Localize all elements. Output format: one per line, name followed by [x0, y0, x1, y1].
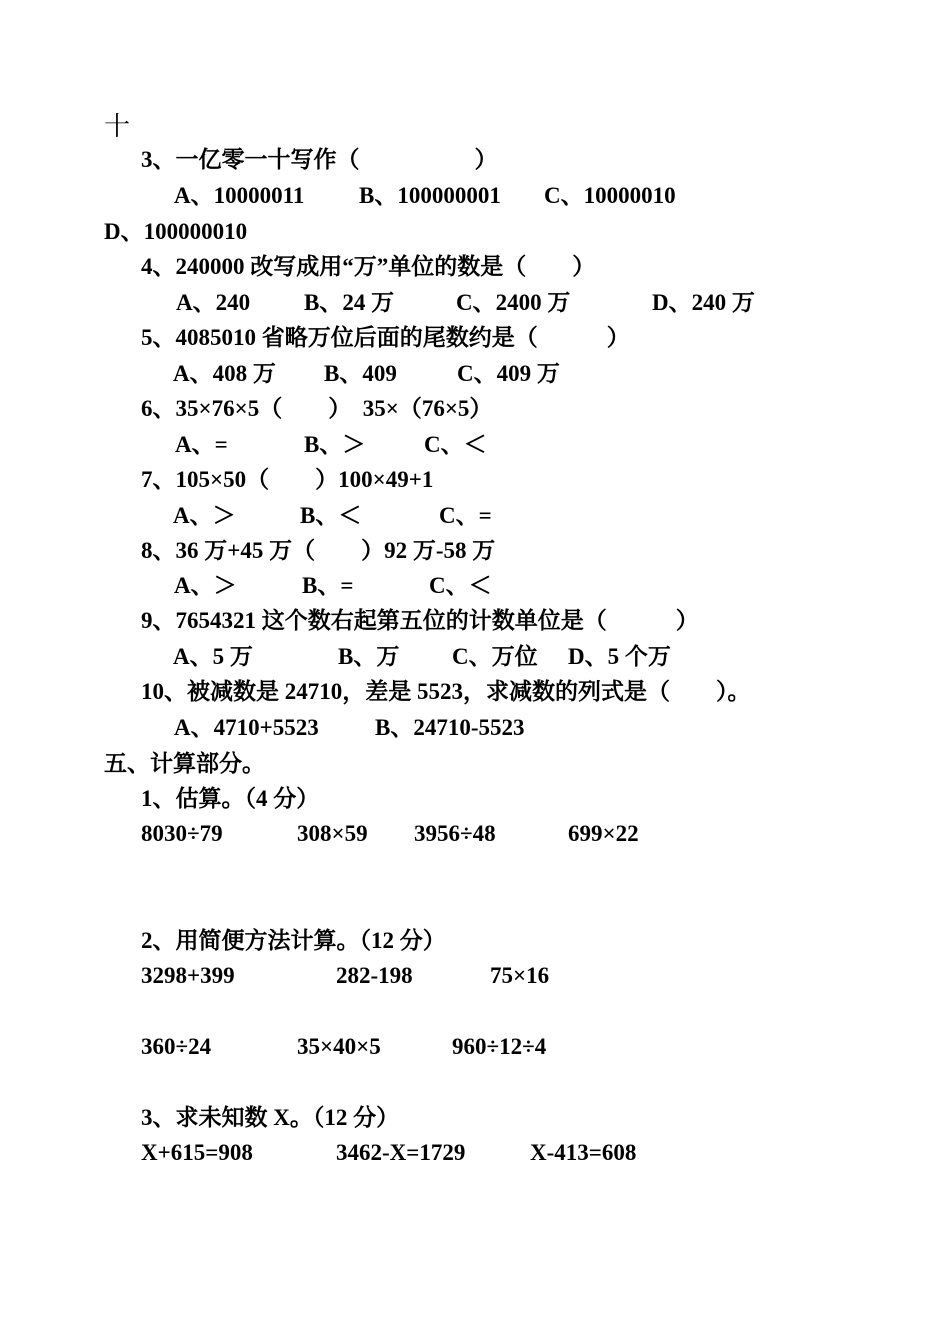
q4-option-b: B、24 万	[304, 290, 395, 315]
section-5-title: 五、计算部分。	[104, 751, 265, 776]
q9-option-b: B、万	[338, 644, 400, 669]
part-1-title: 1、估算。（4 分）	[141, 786, 320, 811]
estimate-item-2: 308×59	[297, 821, 368, 846]
q4-option-c: C、2400 万	[456, 290, 571, 315]
top-fragment: 十	[104, 112, 131, 141]
q10-option-b: B、24710-5523	[375, 715, 525, 740]
q9-stem: 9、7654321 这个数右起第五位的计数单位是（ ）	[141, 608, 699, 633]
q6-stem: 6、35×76×5（ ） 35×（76×5）	[141, 396, 493, 421]
q10-stem: 10、被减数是 24710，差是 5523，求减数的列式是（ ）。	[141, 679, 751, 704]
q3-stem: 3、一亿零一十写作（ ）	[141, 147, 498, 172]
equation-1: X+615=908	[141, 1140, 253, 1165]
q5-option-a: A、408 万	[173, 361, 276, 386]
q8-option-b: B、=	[302, 573, 354, 598]
simplify-item-2: 282-198	[336, 963, 413, 988]
estimate-item-3: 3956÷48	[414, 821, 496, 846]
q8-stem: 8、36 万+45 万（ ）92 万-58 万	[141, 538, 496, 563]
q6-option-b: B、＞	[304, 432, 366, 457]
estimate-item-4: 699×22	[568, 821, 639, 846]
q3-option-b: B、100000001	[359, 183, 501, 208]
q6-option-c: C、＜	[424, 432, 487, 457]
q7-option-b: B、＜	[300, 503, 362, 528]
q4-stem: 4、240000 改写成用“万”单位的数是（ ）	[141, 254, 596, 279]
q8-option-a: A、＞	[174, 573, 237, 598]
q4-option-d: D、240 万	[652, 290, 755, 315]
q9-option-a: A、5 万	[173, 644, 253, 669]
simplify-item-4: 360÷24	[141, 1034, 212, 1059]
part-2-title: 2、用简便方法计算。（12 分）	[141, 928, 446, 953]
q3-option-a: A、10000011	[174, 183, 305, 208]
q9-option-c: C、万位	[452, 644, 538, 669]
q3-option-d: D、100000010	[104, 219, 248, 244]
q5-stem: 5、4085010 省略万位后面的尾数约是（ ）	[141, 325, 630, 350]
simplify-item-6: 960÷12÷4	[452, 1034, 547, 1059]
simplify-item-5: 35×40×5	[297, 1034, 381, 1059]
q10-option-a: A、4710+5523	[174, 715, 319, 740]
simplify-item-1: 3298+399	[141, 963, 235, 988]
q4-option-a: A、240	[176, 290, 251, 315]
q5-option-b: B、409	[324, 361, 397, 386]
q5-option-c: C、409 万	[457, 361, 560, 386]
equation-3: X-413=608	[530, 1140, 637, 1165]
q7-option-c: C、=	[439, 503, 492, 528]
q7-option-a: A、＞	[173, 503, 236, 528]
q9-option-d: D、5 个万	[568, 644, 671, 669]
equation-2: 3462-X=1729	[336, 1140, 466, 1165]
q3-option-c: C、10000010	[544, 183, 676, 208]
q7-stem: 7、105×50（ ）100×49+1	[141, 467, 434, 492]
q8-option-c: C、＜	[429, 573, 492, 598]
estimate-item-1: 8030÷79	[141, 821, 223, 846]
simplify-item-3: 75×16	[490, 963, 550, 988]
part-3-title: 3、求未知数 X。（12 分）	[141, 1105, 400, 1130]
q6-option-a: A、=	[175, 432, 228, 457]
